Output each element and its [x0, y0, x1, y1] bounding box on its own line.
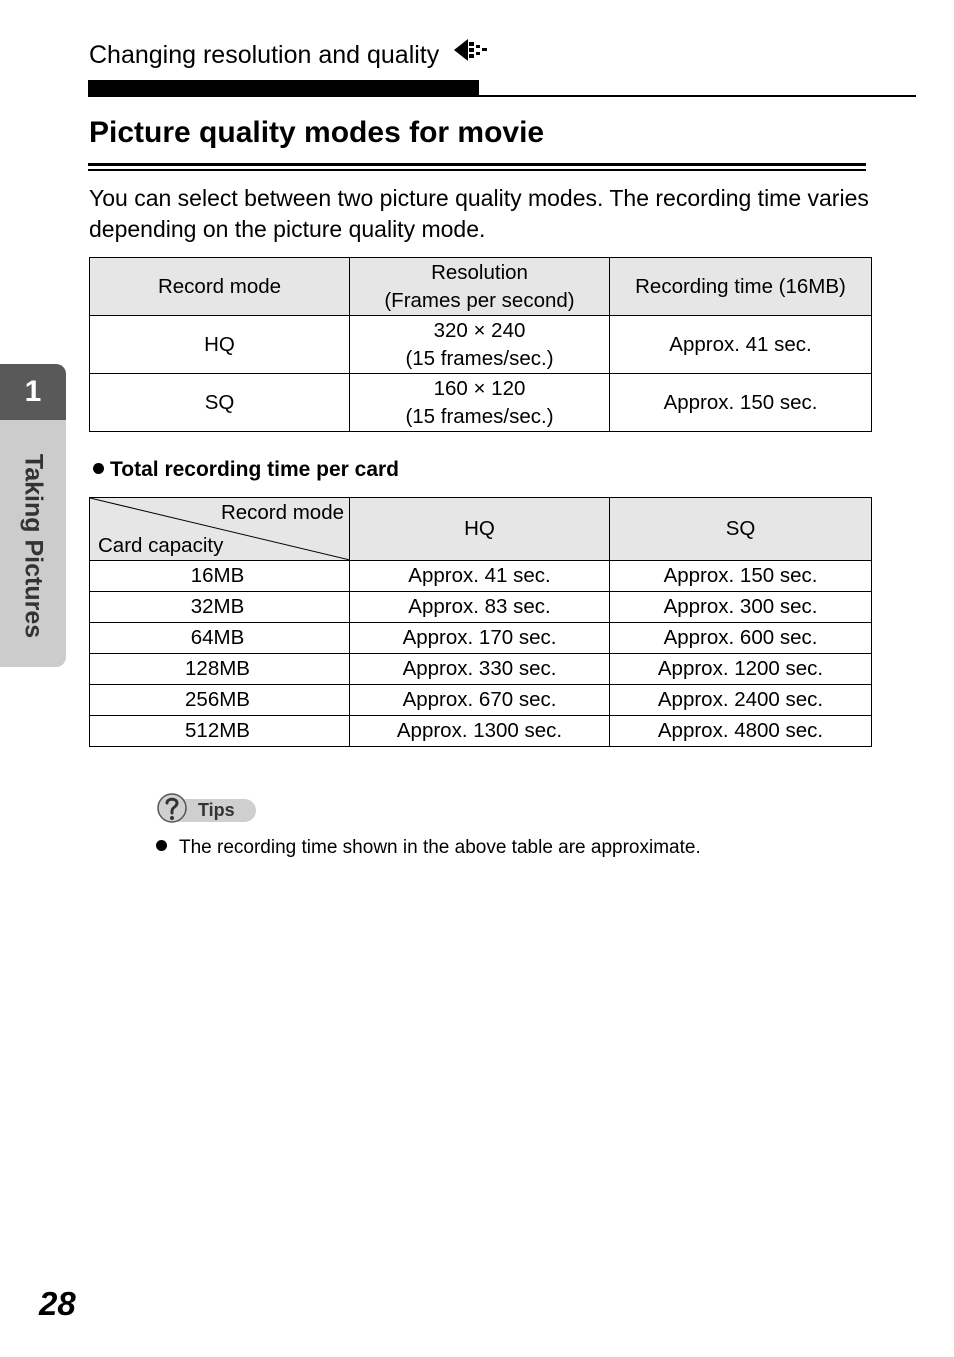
- sq-time-cell: Approx. 4800 sec.: [610, 716, 872, 747]
- card-capacity-cell: 128MB: [90, 654, 350, 685]
- hq-time-cell: Approx. 83 sec.: [350, 592, 610, 623]
- sq-time-cell: Approx. 1200 sec.: [610, 654, 872, 685]
- bullet-icon: [156, 840, 167, 851]
- table-row: [90, 716, 872, 747]
- card-capacity-cell: 64MB: [90, 623, 350, 654]
- hq-time-cell: Approx. 670 sec.: [350, 685, 610, 716]
- table-row: [90, 623, 872, 654]
- title-rule: [88, 169, 866, 171]
- title-rule: [88, 163, 866, 166]
- column-header-sq: SQ: [610, 498, 872, 561]
- table-header-row: [90, 258, 872, 316]
- chapter-side-tab: [0, 364, 66, 667]
- table-header-row: [90, 498, 872, 561]
- frame-rate-value: (15 frames/sec.): [405, 404, 554, 428]
- diagonal-header-card-capacity: Card capacity: [98, 534, 224, 557]
- card-capacity-cell: 256MB: [90, 685, 350, 716]
- chapter-label: Taking Pictures: [19, 453, 48, 639]
- record-mode-cell: SQ: [90, 374, 350, 432]
- tips-badge: [156, 792, 256, 824]
- table-row: [90, 685, 872, 716]
- hq-time-cell: Approx. 170 sec.: [350, 623, 610, 654]
- resolution-value: 320 × 240: [433, 318, 526, 342]
- hq-time-cell: Approx. 1300 sec.: [350, 716, 610, 747]
- table-row: [90, 561, 872, 592]
- sq-time-cell: Approx. 2400 sec.: [610, 685, 872, 716]
- page-title: Picture quality modes for movie: [89, 116, 545, 149]
- quality-modes-table: [89, 257, 872, 432]
- hq-time-cell: Approx. 41 sec.: [350, 561, 610, 592]
- tips-label: Tips: [198, 800, 235, 820]
- table-row: [90, 592, 872, 623]
- intro-paragraph: You can select between two picture quality modes. The recording time varies depending on the picture quality mode.: [89, 185, 869, 242]
- table-row: [90, 316, 872, 374]
- sq-time-cell: Approx. 300 sec.: [610, 592, 872, 623]
- table-row: [90, 654, 872, 685]
- resolution-cell: [350, 316, 610, 374]
- card-section-heading: [93, 455, 399, 485]
- header-rule: [479, 95, 916, 97]
- bullet-icon: [93, 463, 104, 474]
- resolution-value: 160 × 120: [433, 376, 526, 400]
- column-header-record-mode: Record mode: [90, 258, 350, 316]
- page-number: 28: [39, 1285, 76, 1322]
- card-capacity-cell: 512MB: [90, 716, 350, 747]
- resolution-cell: [350, 374, 610, 432]
- header-bar: [88, 80, 479, 97]
- sq-time-cell: Approx. 600 sec.: [610, 623, 872, 654]
- recording-time-cell: Approx. 150 sec.: [610, 374, 872, 432]
- section-header: [89, 38, 494, 72]
- hq-time-cell: Approx. 330 sec.: [350, 654, 610, 685]
- record-mode-cell: HQ: [90, 316, 350, 374]
- column-header-hq: HQ: [350, 498, 610, 561]
- card-recording-time-table: [89, 497, 872, 747]
- column-header-recording-time: Recording time (16MB): [610, 258, 872, 316]
- table-row: [90, 374, 872, 432]
- section-header-title: Changing resolution and quality: [89, 41, 440, 69]
- resolution-quality-icon: [454, 37, 494, 72]
- tips-item-text: The recording time shown in the above table are approximate.: [179, 837, 701, 858]
- card-section-heading-text: Total recording time per card: [110, 458, 400, 481]
- sq-time-cell: Approx. 150 sec.: [610, 561, 872, 592]
- diagonal-header-record-mode: Record mode: [220, 501, 344, 524]
- recording-time-cell: Approx. 41 sec.: [610, 316, 872, 374]
- card-capacity-cell: 16MB: [90, 561, 350, 592]
- card-capacity-cell: 32MB: [90, 592, 350, 623]
- tips-list-item: [156, 834, 701, 862]
- frame-rate-value: (15 frames/sec.): [405, 346, 554, 370]
- diagonal-header-cell: [90, 498, 350, 561]
- chapter-number: 1: [0, 364, 66, 420]
- question-mark-icon: [156, 792, 188, 824]
- column-header-resolution: Resolution (Frames per second): [350, 258, 610, 316]
